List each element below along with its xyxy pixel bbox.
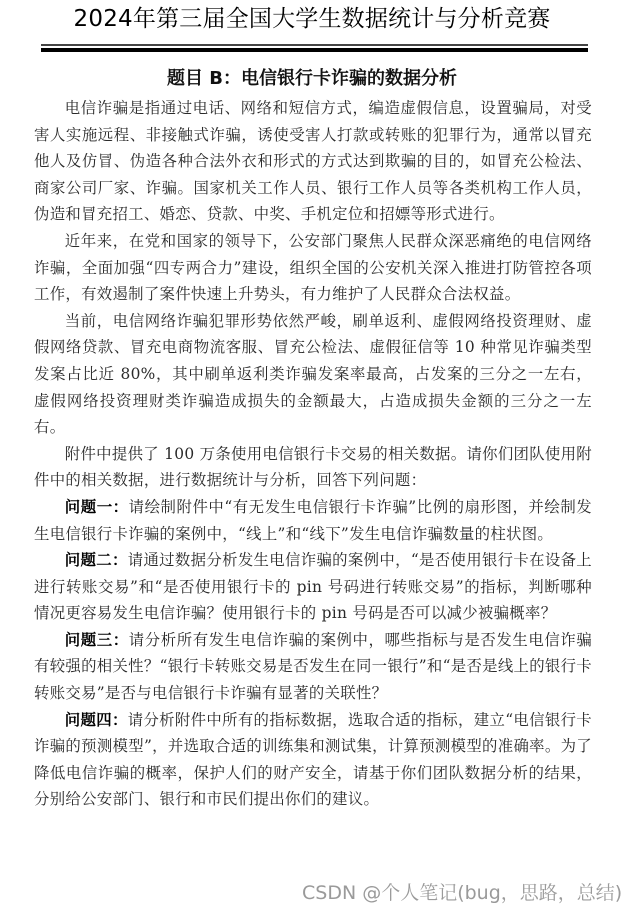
question-text: 请分析附件中所有的指标数据，选取合适的指标，建立“电信银行卡诈骗的预测模型”，并选取合适的训练集和测试集，计算预测模型的准确率。为了降低电信诈骗的概率，保护人们的财产安全，请基于你们团队数据分析的结果，分别给公安部门、银行和市民们提出你们的建议。 [34,710,592,809]
document-body [34,95,592,813]
question-label: 问题一： [64,497,129,516]
question-3 [34,627,592,707]
question-label: 问题四： [64,710,128,729]
paragraph-text: 当前，电信网络诈骗犯罪形势依然严峻，刷单返利、虚假网络投资理财、虚假网络贷款、冒充电商物流客服、冒充公检法、虚假征信等 10 种常见诈骗类型发案占比近 80%，其中刷单返利类诈骗发案率最高，占发案的三分之一左右，虚假网络投资理财类诈骗造成损失的金额最大，占造成损失金额的三分之一左右。 [34,311,592,437]
question-4 [34,707,592,813]
paragraph-data-description [34,441,592,494]
paragraph-text: 电信诈骗是指通过电话、网络和短信方式，编造虚假信息，设置骗局，对受害人实施远程、非接触式诈骗，诱使受害人打款或转账的犯罪行为，通常以冒充他人及仿冒、伪造各种合法外衣和形式的方式达到欺骗的目的，如冒充公检法、商家公司厂家、诈骗。国家机关工作人员、银行工作人员等各类机构工作人员，伪造和冒充招工、婚恋、贷款、中奖、手机定位和招嫖等形式进行。 [34,99,592,224]
question-text: 请绘制附件中“有无发生电信银行卡诈骗”比例的扇形图，并绘制发生电信银行卡诈骗的案例中，“线上”和“线下”发生电信诈骗数量的柱状图。 [34,497,592,543]
question-text: 请通过数据分析发生电信诈骗的案例中，“是否使用银行卡在设备上进行转账交易”和“是否使用银行卡的 pin 号码进行转账交易”的指标，判断哪种情况更容易发生电信诈骗？使用银行卡的 pin 号码是否可以减少被骗概率？ [34,551,592,623]
paragraph-text: 近年来，在党和国家的领导下，公安部门聚焦人民群众深恶痛绝的电信网络诈骗，全面加强“四专两合力”建设，组织全国的公安机关深入推进打防管控各项工作，有效遏制了案件快速上升势头，有力维护了人民群众合法权益。 [34,231,592,304]
paragraph-text: 附件中提供了 100 万条使用电信银行卡交易的相关数据。请你们团队使用附件中的相关数据，进行数据统计与分析，回答下列问题： [34,444,592,490]
problem-title: 题目 B：电信银行卡诈骗的数据分析 [167,68,457,89]
header-rule-thick [41,48,588,52]
question-1 [34,494,592,547]
csdn-watermark: CSDN @个人笔记(bug，思路，总结) [302,882,623,904]
competition-title: 2024年第三届全国大学生数据统计与分析竞赛 [73,6,551,32]
paragraph-intro [34,95,592,228]
question-label: 问题三： [64,630,129,649]
question-2 [34,547,592,627]
question-text: 请分析所有发生电信诈骗的案例中，哪些指标与是否发生电信诈骗有较强的相关性？“银行卡转账交易是否发生在同一银行”和“是否是线上的银行卡转账交易”是否与电信银行卡诈骗有显著的关联性？ [34,630,593,703]
paragraph-current-situation [34,308,592,441]
question-label: 问题二： [64,551,128,570]
header-rule-thin [41,44,588,46]
paragraph-background [34,228,592,308]
